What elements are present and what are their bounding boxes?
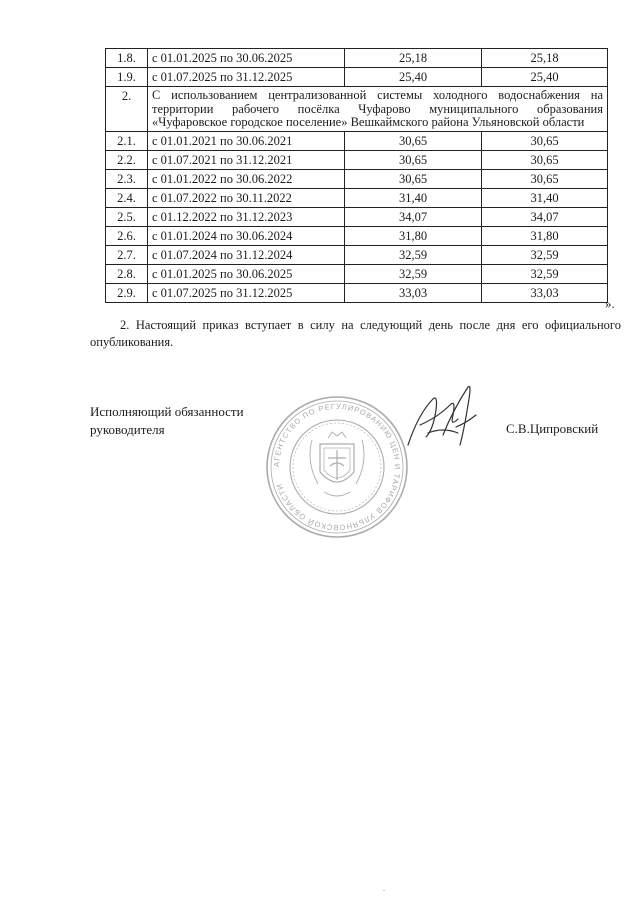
table-row	[106, 283, 608, 302]
section-number: 2.	[106, 87, 148, 132]
tariff-rows-group-2	[106, 131, 608, 302]
signatory-position	[90, 403, 244, 439]
row-tariff-1: 31,40	[345, 188, 482, 207]
row-period: с 01.01.2024 по 30.06.2024	[148, 226, 345, 245]
row-tariff-2: 32,59	[482, 264, 608, 283]
row-tariff-2: 25,18	[482, 49, 608, 68]
row-tariff-1: 30,65	[345, 150, 482, 169]
row-number: 2.7.	[106, 245, 148, 264]
row-tariff-2: 31,80	[482, 226, 608, 245]
row-tariff-1: 31,80	[345, 226, 482, 245]
closing-quote: ».	[605, 296, 615, 311]
row-period: с 01.01.2021 по 30.06.2021	[148, 131, 345, 150]
row-number: 2.8.	[106, 264, 148, 283]
position-line-1: Исполняющий обязанности	[90, 404, 244, 419]
row-period: с 01.07.2025 по 31.12.2025	[148, 68, 345, 87]
tariff-rows-group-1	[106, 49, 608, 87]
row-tariff-2: 25,40	[482, 68, 608, 87]
tariff-table	[105, 48, 608, 303]
row-tariff-2: 30,65	[482, 169, 608, 188]
effective-date-paragraph	[90, 317, 621, 351]
table-row	[106, 226, 608, 245]
row-period: с 01.01.2022 по 30.06.2022	[148, 169, 345, 188]
table-row	[106, 207, 608, 226]
official-seal-icon	[262, 392, 412, 542]
row-tariff-2: 30,65	[482, 131, 608, 150]
row-period: с 01.07.2025 по 31.12.2025	[148, 283, 345, 302]
row-period: с 01.01.2025 по 30.06.2025	[148, 49, 345, 68]
row-tariff-2: 30,65	[482, 150, 608, 169]
section-header-row	[106, 87, 608, 132]
row-number: 2.4.	[106, 188, 148, 207]
table-row	[106, 68, 608, 87]
row-number: 2.2.	[106, 150, 148, 169]
table-row	[106, 169, 608, 188]
row-tariff-1: 30,65	[345, 131, 482, 150]
row-number: 2.9.	[106, 283, 148, 302]
row-tariff-1: 25,40	[345, 68, 482, 87]
row-number: 1.8.	[106, 49, 148, 68]
row-period: с 01.07.2024 по 31.12.2024	[148, 245, 345, 264]
row-tariff-1: 34,07	[345, 207, 482, 226]
row-tariff-1: 32,59	[345, 264, 482, 283]
row-period: с 01.01.2025 по 30.06.2025	[148, 264, 345, 283]
row-tariff-1: 33,03	[345, 283, 482, 302]
row-tariff-2: 32,59	[482, 245, 608, 264]
row-tariff-2: 33,03	[482, 283, 608, 302]
signatory-name: С.В.Ципровский	[506, 421, 599, 436]
page-mark: .	[383, 884, 385, 893]
handwritten-signature-icon	[398, 375, 488, 465]
row-tariff-1: 30,65	[345, 169, 482, 188]
row-number: 2.5.	[106, 207, 148, 226]
row-period: с 01.07.2021 по 31.12.2021	[148, 150, 345, 169]
table-row	[106, 264, 608, 283]
seal-text: АГЕНТСТВО ПО РЕГУЛИРОВАНИЮ ЦЕН И ТАРИФОВ УЛЬЯНОВСКОЙ ОБЛАСТИ	[271, 401, 403, 533]
row-tariff-2: 34,07	[482, 207, 608, 226]
table-row	[106, 245, 608, 264]
table-row	[106, 150, 608, 169]
table-row	[106, 49, 608, 68]
row-number: 2.1.	[106, 131, 148, 150]
section-description: С использованием централизованной системы холодного водоснабжения на территории рабочего посёлка Чуфарово муниципального образования «Чуфаровское городское поселение» Вешкаймского района Ульяновской области	[148, 87, 608, 132]
row-tariff-1: 25,18	[345, 49, 482, 68]
row-tariff-2: 31,40	[482, 188, 608, 207]
row-period: с 01.07.2022 по 30.11.2022	[148, 188, 345, 207]
row-number: 2.3.	[106, 169, 148, 188]
row-period: с 01.12.2022 по 31.12.2023	[148, 207, 345, 226]
position-line-2: руководителя	[90, 422, 165, 437]
table-row	[106, 188, 608, 207]
table-row	[106, 131, 608, 150]
row-number: 1.9.	[106, 68, 148, 87]
section-2-group	[106, 87, 608, 132]
effective-date-text: 2. Настоящий приказ вступает в силу на следующий день после дня его официального опубликования.	[90, 318, 621, 349]
row-tariff-1: 32,59	[345, 245, 482, 264]
row-number: 2.6.	[106, 226, 148, 245]
